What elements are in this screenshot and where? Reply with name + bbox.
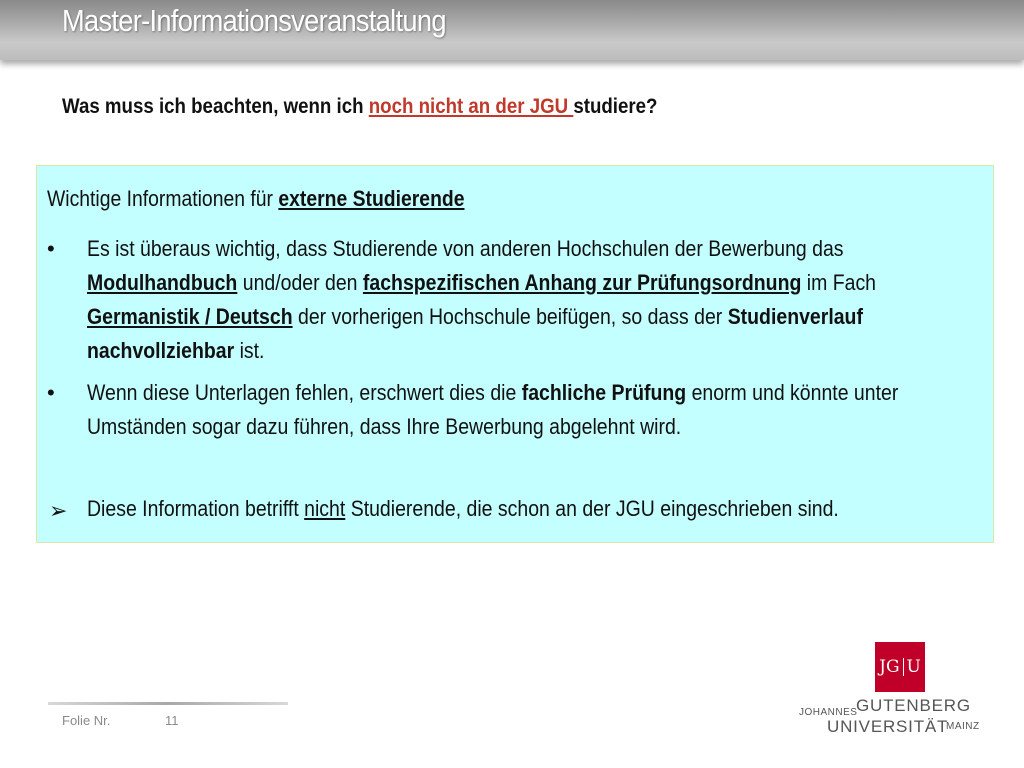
arrow-bullet-icon: ➢: [49, 498, 68, 523]
question-post: studiere?: [573, 95, 658, 118]
b1-t4: der vorherigen Hochschule beifügen, so dass der: [292, 304, 728, 329]
bullet-2-text: [87, 376, 990, 444]
b1-germanistik: Germanistik / Deutsch: [87, 304, 293, 329]
slide-question: [62, 95, 657, 119]
slide-number: 11: [165, 713, 179, 728]
footer-divider: [48, 702, 288, 705]
b2-t2: enorm und könnte unter Umständen sogar dazu führen, dass Ihre Bewerbung abgelehnt wird.: [87, 380, 899, 439]
info-box: [36, 165, 994, 543]
b1-t3: im Fach: [801, 270, 877, 295]
logo-universitaet: UNIVERSITÄT: [827, 717, 949, 736]
note-text: [87, 492, 990, 526]
b1-anhang: fachspezifischen Anhang zur Prüfungsordnung: [362, 270, 802, 295]
b2-fachliche-pruefung: fachliche Prüfung: [521, 380, 687, 405]
logo-u: U: [906, 657, 921, 677]
b1-t1: Es ist überaus wichtig, dass Studierende von anderen Hochschulen der Bewerbung das: [87, 236, 844, 261]
bullet-dot-icon: •: [47, 236, 55, 261]
heading-pre: Wichtige Informationen für: [47, 186, 279, 211]
b1-t5: ist.: [234, 338, 265, 363]
note-t2: Studierende, die schon an der JGU eingeschrieben sind.: [345, 496, 839, 521]
logo-johannes: JOHANNES: [799, 707, 858, 718]
b1-t2: und/oder den: [237, 270, 363, 295]
bullet-dot-icon: •: [47, 380, 55, 405]
note-t1: Diese Information betrifft: [87, 496, 305, 521]
jgu-logo-icon: [875, 642, 925, 692]
box-heading: [47, 186, 464, 212]
slide-title: Master-Informationsveranstaltung: [62, 3, 446, 38]
b1-modulhandbuch: Modulhandbuch: [87, 270, 238, 295]
b2-t1: Wenn diese Unterlagen fehlen, erschwert dies die: [87, 380, 522, 405]
bullet-1-text: [87, 232, 990, 368]
b1-studienverlauf: Studienverlauf nachvollziehbar: [87, 304, 863, 363]
logo-gutenberg: GUTENBERG: [856, 696, 971, 715]
question-pre: Was muss ich beachten, wenn ich: [62, 95, 369, 118]
logo-jg: JG: [879, 657, 900, 677]
logo-mainz: MAINZ: [946, 721, 980, 732]
heading-bold: externe Studierende: [278, 186, 465, 211]
title-bar: [0, 0, 1024, 60]
note-nicht: nicht: [304, 496, 346, 521]
question-highlight: noch nicht an der JGU: [368, 95, 574, 118]
footer-label: Folie Nr.: [62, 713, 111, 728]
